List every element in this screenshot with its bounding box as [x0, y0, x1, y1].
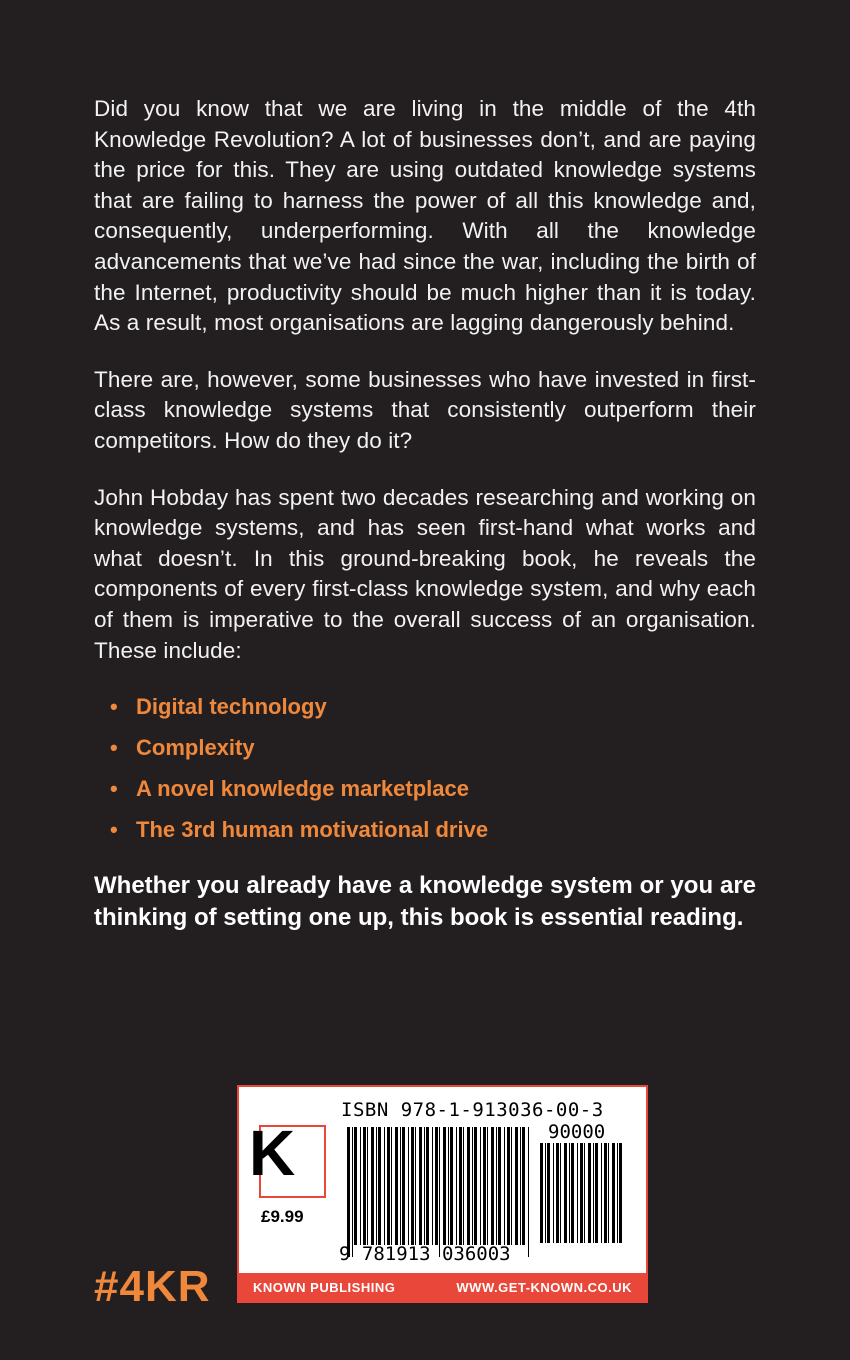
list-item [110, 731, 756, 772]
publisher-url: WWW.GET-KNOWN.CO.UK [456, 1279, 632, 1295]
bullet-icon: • [110, 776, 118, 802]
list-item-label: The 3rd human motivational drive [136, 817, 489, 843]
closing-statement: Whether you already have a knowledge system or you are thinking of setting one up, this book is essential reading. [94, 872, 756, 932]
isbn-label: ISBN 978-1-913036-00-3 [341, 1099, 604, 1121]
hashtag-logo: #4KR [94, 1262, 211, 1311]
addon-number: 90000 [548, 1121, 606, 1143]
bullet-icon: • [110, 694, 118, 720]
blurb-paragraph-2: There are, however, some businesses who have invested in first-class knowledge systems that consistently outperform their competitors. How do they do it? [94, 366, 756, 453]
list-item-label: A novel knowledge marketplace [136, 776, 469, 802]
ean-barcode [347, 1127, 532, 1257]
bullet-icon: • [110, 817, 118, 843]
components-list [94, 690, 756, 854]
publisher-logo: K [249, 1117, 296, 1189]
blurb-paragraph-3: John Hobday has spent two decades researching and working on knowledge systems, and has seen first-hand what works and what doesn’t. In this ground-breaking book, he reveals the components of every first-class knowledge system, and why each of them is imperative to the overall success of an organisation. These include: [94, 484, 756, 663]
barcode-panel [237, 1085, 648, 1303]
ean-number: 9 781913 036003 [339, 1243, 511, 1265]
back-cover-blurb [94, 94, 756, 934]
list-item [110, 813, 756, 854]
addon-barcode [540, 1143, 625, 1243]
list-item-label: Digital technology [136, 694, 327, 720]
list-item [110, 690, 756, 731]
list-item-label: Complexity [136, 735, 255, 761]
bullet-icon: • [110, 735, 118, 761]
price-label: £9.99 [261, 1207, 304, 1226]
list-item [110, 772, 756, 813]
publisher-name: KNOWN PUBLISHING [253, 1279, 396, 1295]
blurb-paragraph-1: Did you know that we are living in the middle of the 4th Knowledge Revolution? A lot of businesses don’t, and are paying the price for this. They are using outdated knowledge systems that are failing to harness the power of all this knowledge and, consequently, underperforming. With all the knowledge advancements that we’ve had since the war, including the birth of the Internet, productivity should be much higher than it is today. As a result, most organisations are lagging dangerously behind. [94, 96, 756, 336]
publisher-footer-bar [239, 1273, 646, 1301]
